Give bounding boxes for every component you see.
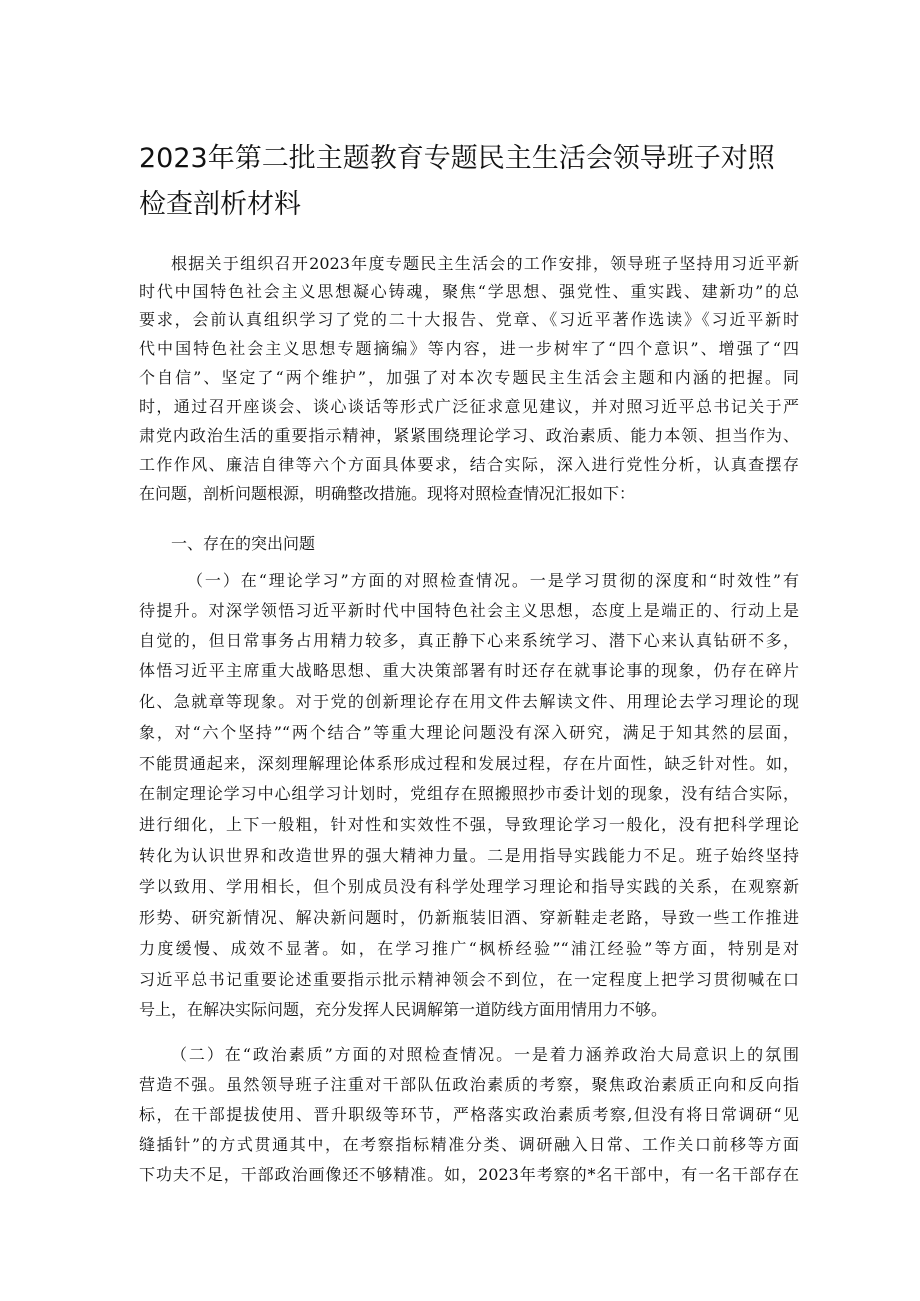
document-title bbox=[139, 136, 799, 228]
text-line: 习近平总书记重要论述重要指示批示精神领会不到位，在一定程度上把学习贯彻喊在口 bbox=[139, 970, 799, 989]
title-line: 检查剖析材料 bbox=[139, 189, 301, 220]
text-line: 待提升。对深学领悟习近平新时代中国特色社会主义思想，态度上是端正的、行动上是 bbox=[139, 601, 799, 620]
text-line: 在问题，剖析问题根源，明确整改措施。现将对照检查情况汇报如下： bbox=[139, 484, 636, 503]
text-line: 营造不强。虽然领导班子注重对干部队伍政治素质的考察，聚焦政治素质正向和反向指 bbox=[139, 1075, 799, 1094]
text-line: 时代中国特色社会主义思想凝心铸魂，聚焦“学思想、强党性、重实践、建新功”的总 bbox=[139, 282, 799, 301]
text-line: （二）在“政治素质”方面的对照检查情况。一是着力涵养政治大局意识上的氛围 bbox=[171, 1045, 799, 1064]
text-line: 体悟习近平主席重大战略思想、重大决策部署有时还存在就事论事的现象，仍存在碎片 bbox=[139, 661, 799, 680]
title-line: 2023年第二批主题教育专题民主生活会领导班子对照 bbox=[139, 143, 775, 174]
text-line: 号上，在解决实际问题，充分发挥人民调解第一道防线方面用情用力不够。 bbox=[139, 1000, 668, 1019]
section-heading: 一、存在的突出问题 bbox=[171, 534, 316, 553]
text-line: 进行细化，上下一般粗，针对性和实效性不强，导致理论学习一般化，没有把科学理论 bbox=[139, 815, 799, 834]
text-line: 转化为认识世界和改造世界的强大精神力量。二是用指导实践能力不足。班子始终坚持 bbox=[139, 846, 799, 865]
text-line: 根据关于组织召开2023年度专题民主生活会的工作安排，领导班子坚持用习近平新 bbox=[171, 254, 799, 273]
text-line: 缝插针”的方式贯通其中，在考察指标精准分类、调研融入日常、工作关口前移等方面 bbox=[139, 1135, 799, 1154]
text-line: 力度缓慢、成效不显著。如，在学习推广“枫桥经验”“浦江经验”等方面，特别是对 bbox=[139, 939, 799, 958]
text-line: 不能贯通起来，深刻理解理论体系形成过程和发展过程，存在片面性，缺乏针对性。如， bbox=[139, 754, 799, 773]
text-line: （一）在“理论学习”方面的对照检查情况。一是学习贯彻的深度和“时效性”有 bbox=[187, 571, 799, 590]
text-line: 个自信”、坚定了“两个维护”，加强了对本次专题民主生活会主题和内涵的把握。同 bbox=[139, 368, 799, 387]
text-line: 时，通过召开座谈会、谈心谈话等形式广泛征求意见建议，并对照习近平总书记关于严 bbox=[139, 397, 799, 416]
text-line: 化、急就章等现象。对于党的创新理论存在用文件去解读文件、用理论去学习理论的现 bbox=[139, 692, 799, 711]
text-line: 代中国特色社会主义思想专题摘编》等内容，进一步树牢了“四个意识”、增强了“四 bbox=[139, 339, 799, 358]
text-line: 下功夫不足，干部政治画像还不够精准。如，2023年考察的*名干部中，有一名干部存在 bbox=[139, 1165, 799, 1184]
text-line: 在制定理论学习中心组学习计划时，党组存在照搬照抄市委计划的现象，没有结合实际， bbox=[139, 784, 799, 803]
text-line: 要求，会前认真组织学习了党的二十大报告、党章、《习近平著作选读》《习近平新时 bbox=[139, 310, 799, 329]
text-line: 肃党内政治生活的重要指示精神，紧紧围绕理论学习、政治素质、能力本领、担当作为、 bbox=[139, 426, 799, 445]
text-line: 学以致用、学用相长，但个别成员没有科学处理学习理论和指导实践的关系，在观察新 bbox=[139, 877, 799, 896]
text-line: 标，在干部提拔使用、晋升职级等环节，严格落实政治素质考察,但没有将日常调研“见 bbox=[139, 1105, 799, 1124]
text-line: 形势、研究新情况、解决新问题时，仍新瓶装旧酒、穿新鞋走老路，导致一些工作推进 bbox=[139, 908, 799, 927]
text-line: 象，对“六个坚持”“两个结合”等重大理论问题没有深入研究，满足于知其然的层面， bbox=[139, 723, 799, 742]
text-line: 工作作风、廉洁自律等六个方面具体要求，结合实际，深入进行党性分析，认真查摆存 bbox=[139, 455, 799, 474]
text-line: 自觉的，但日常事务占用精力较多，真正静下心来系统学习、潜下心来认真钻研不多， bbox=[139, 631, 799, 650]
